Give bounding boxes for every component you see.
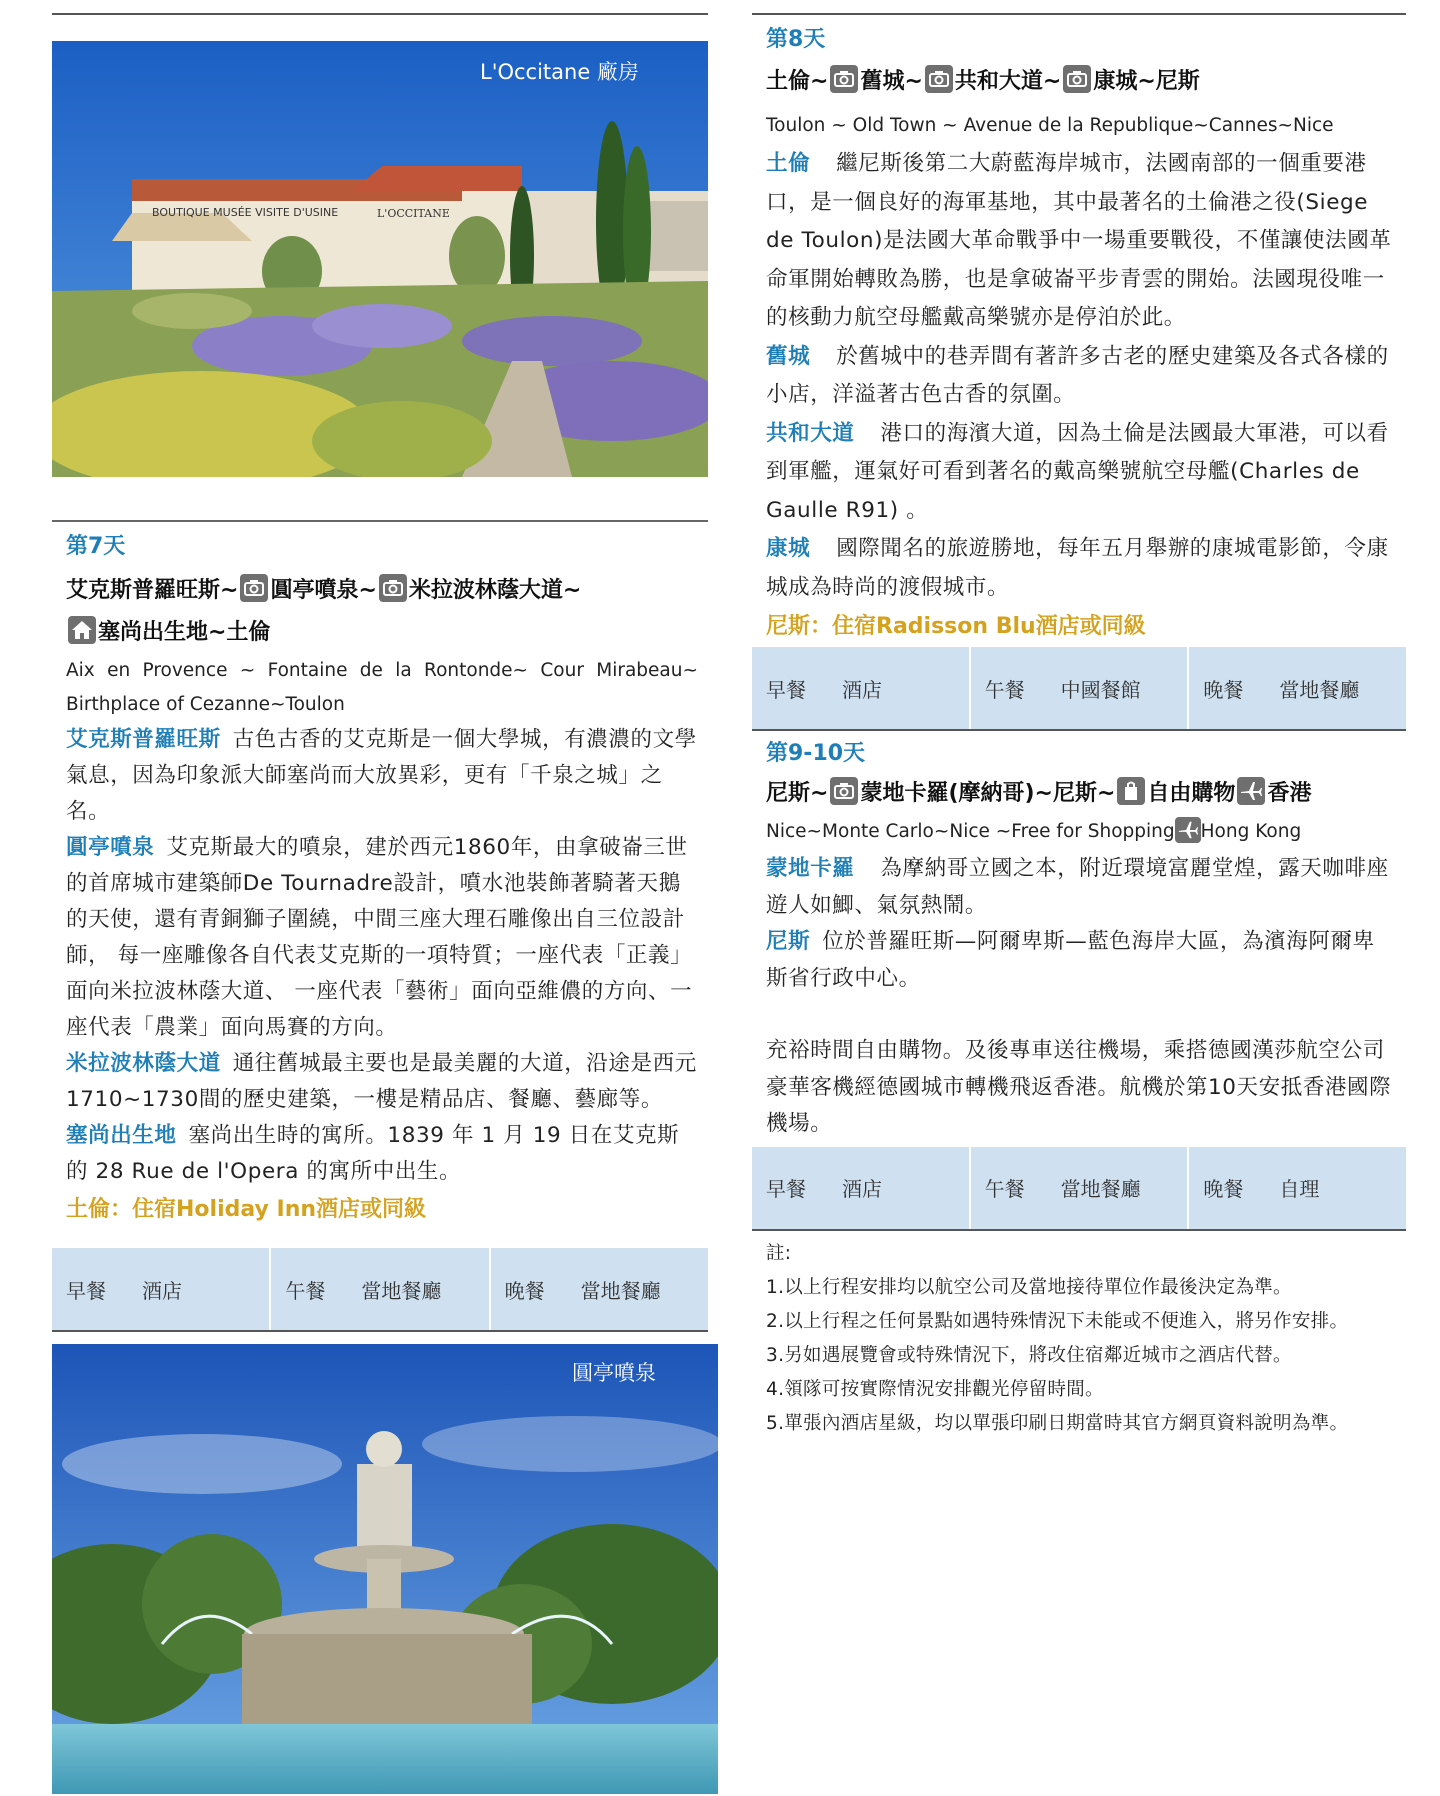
photo-caption: L'Occitane 廠房 bbox=[480, 60, 639, 84]
meal-type: 午餐 bbox=[285, 1278, 326, 1303]
keyword: 蒙地卡羅 bbox=[766, 856, 855, 881]
keyword: 土倫 bbox=[766, 151, 811, 176]
camera-icon bbox=[1063, 65, 1091, 93]
day8-label: 第8天 bbox=[766, 27, 826, 52]
description-item bbox=[766, 851, 1392, 924]
meal-venue: 當地餐廳 bbox=[1279, 677, 1360, 702]
meal-dinner bbox=[1189, 647, 1406, 729]
meal-type: 早餐 bbox=[66, 1278, 106, 1303]
brand-sign: L'OCCITANE bbox=[377, 207, 450, 220]
notes-title: 註: bbox=[766, 1242, 792, 1264]
meal-lunch bbox=[971, 1147, 1190, 1229]
day8-section bbox=[752, 23, 1406, 647]
day9-label: 第9-10天 bbox=[766, 741, 866, 766]
description-text: 艾克斯最大的噴泉，建於西元1860年，由拿破崙三世的首席城市建築師De Tournadre設計，噴水池裝飾著騎著天鵝的天使，還有青銅獅子圍繞，中間三座大理石雕像出自三位設計師， 每一座雕像各自代表艾克斯的一項特質；一座代表「正義」面向米拉波林蔭大道、 一座代表「藝術」面向亞維儂的方向、一座代表「農業」面向馬賽的方向。 bbox=[66, 835, 693, 1040]
route-stop: 艾克斯普羅旺斯~ bbox=[66, 578, 239, 603]
meal-venue: 酒店 bbox=[842, 1177, 882, 1201]
camera-icon bbox=[830, 65, 858, 93]
day7-hotel: 土倫：住宿Holiday Inn酒店或同級 bbox=[66, 1197, 427, 1222]
keyword: 尼斯 bbox=[766, 929, 811, 954]
description-text: 為摩納哥立國之本，附近環境富麗堂煌，露天咖啡座遊人如鯽、氣氛熱鬧。 bbox=[766, 856, 1389, 918]
keyword: 艾克斯普羅旺斯 bbox=[66, 727, 221, 752]
airplane-icon bbox=[1237, 777, 1265, 805]
route-en-part: Nice~Monte Carlo~Nice ~Free for Shopping bbox=[766, 821, 1175, 842]
meal-venue: 當地餐廳 bbox=[1060, 1177, 1141, 1201]
description-item bbox=[766, 924, 1392, 997]
description-item bbox=[766, 415, 1392, 531]
photo-caption: 圓亭噴泉 bbox=[572, 1361, 656, 1385]
note-item: 2.以上行程之任何景點如遇特殊情況下未能或不便進入，將另作安排。 bbox=[766, 1310, 1349, 1332]
notes-section bbox=[752, 1237, 1406, 1441]
top-divider bbox=[52, 13, 708, 15]
keyword: 米拉波林蔭大道 bbox=[66, 1051, 221, 1076]
meal-dinner bbox=[1189, 1147, 1406, 1229]
meal-type: 午餐 bbox=[984, 1177, 1025, 1201]
day7-description bbox=[66, 722, 698, 1190]
description-text: 國際聞名的旅遊勝地，每年五月舉辦的康城電影節，令康城成為時尚的渡假城市。 bbox=[766, 536, 1389, 600]
route-stop: 香港 bbox=[1267, 781, 1312, 806]
day7-label: 第7天 bbox=[66, 534, 126, 559]
description-item bbox=[66, 722, 698, 830]
day7-route-english: Aix en Provence ~ Fontaine de la Rontonde~ Cour Mirabeau~ Birthplace of Cezanne~Toulon bbox=[66, 660, 698, 715]
left-column bbox=[52, 0, 708, 1794]
description-item bbox=[766, 338, 1392, 415]
route-stop: 米拉波林蔭大道~ bbox=[408, 578, 582, 603]
keyword: 舊城 bbox=[766, 343, 811, 369]
day8-meals bbox=[752, 647, 1406, 731]
keyword: 圓亭噴泉 bbox=[66, 835, 155, 860]
day8-description bbox=[766, 145, 1392, 607]
day9-section bbox=[752, 737, 1406, 1143]
meal-type: 晚餐 bbox=[1203, 1177, 1244, 1201]
meal-breakfast bbox=[52, 1248, 271, 1330]
note-item: 5.單張內酒店星級，均以單張印刷日期當時其官方網頁資料說明為準。 bbox=[766, 1412, 1349, 1434]
route-stop: 圓亭噴泉~ bbox=[270, 578, 377, 603]
description-text: 塞尚出生時的寓所。1839 年 1 月 19 日在艾克斯的 28 Rue de l'Opera 的寓所中出生。 bbox=[66, 1123, 680, 1184]
description-text: 於舊城中的巷弄間有著許多古老的歷史建築及各式各樣的小店，洋溢著古色古香的氛圍。 bbox=[766, 343, 1389, 407]
description-text: 通往舊城最主要也是最美麗的大道，沿途是西元1710~1730間的歷史建築，一樓是精品店、餐廳、藝廊等。 bbox=[66, 1051, 697, 1112]
airplane-icon bbox=[1175, 817, 1201, 843]
description-item bbox=[66, 1046, 698, 1118]
building-sign: BOUTIQUE MUSÉE VISITE D'USINE bbox=[152, 206, 339, 219]
day9-route bbox=[766, 773, 1392, 815]
meal-breakfast bbox=[752, 1147, 971, 1229]
meal-type: 早餐 bbox=[766, 1177, 806, 1201]
note-item: 3.另如遇展覽會或特殊情況下，將改住宿鄰近城市之酒店代替。 bbox=[766, 1344, 1292, 1366]
meal-lunch bbox=[271, 1248, 490, 1330]
meal-venue: 酒店 bbox=[842, 677, 882, 702]
description-item bbox=[66, 1118, 698, 1190]
description-item bbox=[766, 145, 1392, 338]
keyword: 康城 bbox=[766, 536, 811, 561]
note-item: 4.領隊可按實際情況安排觀光停留時間。 bbox=[766, 1378, 1104, 1400]
meal-venue: 當地餐廳 bbox=[580, 1278, 661, 1303]
fountain-photo bbox=[52, 1344, 718, 1794]
note-item: 1.以上行程安排均以航空公司及當地接待單位作最後決定為準。 bbox=[766, 1276, 1292, 1298]
keyword: 共和大道 bbox=[766, 420, 855, 446]
day9-route-english bbox=[766, 815, 1392, 849]
day8-hotel: 尼斯：住宿Radisson Blu酒店或同級 bbox=[766, 614, 1146, 639]
route-stop: 舊城~ bbox=[860, 69, 923, 94]
fountain-image bbox=[52, 1344, 718, 1794]
extra-paragraph: 充裕時間自由購物。及後專車送往機場，乘搭德國漢莎航空公司豪華客機經德國城市轉機飛返香港。航機於第10天安抵香港國際機場。 bbox=[766, 1038, 1392, 1136]
factory-image bbox=[52, 41, 708, 477]
route-en-part: Hong Kong bbox=[1200, 821, 1302, 842]
day7-section bbox=[52, 530, 708, 1230]
description-text: 港口的海濱大道，因為土倫是法國最大軍港，可以看到軍艦，運氣好可看到著名的戴高樂號航空母艦(Charles de Gaulle R91) 。 bbox=[766, 420, 1389, 523]
meal-type: 午餐 bbox=[984, 677, 1025, 702]
camera-icon bbox=[830, 777, 858, 805]
route-stop: 自由購物 bbox=[1147, 781, 1236, 806]
route-stop: 塞尚出生地~土倫 bbox=[98, 620, 271, 645]
camera-icon bbox=[925, 65, 953, 93]
day8-route-english: Toulon ~ Old Town ~ Avenue de la Republique~Cannes~Nice bbox=[766, 115, 1334, 136]
route-stop: 土倫~ bbox=[766, 69, 829, 94]
route-stop: 康城~尼斯 bbox=[1093, 69, 1200, 94]
description-text: 古色古香的艾克斯是一個大學城，有濃濃的文學氣息，因為印象派大師塞尚而大放異彩，更有「千泉之城」之名。 bbox=[66, 727, 697, 824]
meal-venue: 自理 bbox=[1279, 1177, 1320, 1201]
meal-dinner bbox=[491, 1248, 708, 1330]
top-divider bbox=[752, 13, 1406, 15]
meal-venue: 中國餐館 bbox=[1060, 677, 1141, 702]
route-stop: 蒙地卡羅(摩納哥)~尼斯~ bbox=[860, 781, 1116, 806]
day9-description bbox=[766, 851, 1392, 1143]
day9-meals bbox=[752, 1147, 1406, 1231]
description-item bbox=[66, 830, 698, 1046]
meal-venue: 當地餐廳 bbox=[361, 1278, 442, 1303]
meal-venue: 酒店 bbox=[142, 1278, 182, 1303]
meal-type: 晚餐 bbox=[504, 1278, 545, 1303]
route-stop: 尼斯~ bbox=[766, 781, 829, 806]
day8-route bbox=[766, 61, 1392, 103]
meal-type: 早餐 bbox=[766, 677, 806, 702]
meal-type: 晚餐 bbox=[1203, 677, 1244, 702]
meal-breakfast bbox=[752, 647, 971, 729]
description-item bbox=[766, 530, 1392, 607]
day7-route bbox=[66, 570, 698, 654]
camera-icon bbox=[240, 574, 268, 602]
day7-meals bbox=[52, 1248, 708, 1332]
home-icon bbox=[68, 616, 96, 644]
description-text: 位於普羅旺斯—阿爾卑斯—藍色海岸大區，為濱海阿爾卑斯省行政中心。 bbox=[766, 929, 1375, 991]
meal-lunch bbox=[971, 647, 1190, 729]
description-text: 繼尼斯後第二大蔚藍海岸城市，法國南部的一個重要港口，是一個良好的海軍基地，其中最著名的土倫港之役(Siege de Toulon)是法國大革命戰爭中一場重要戰役，不僅讓使法國革命軍開始轉敗為勝，也是拿破崙平步青雲的開始。法國現役唯一的核動力航空母艦戴高樂號亦是停泊於此。 bbox=[766, 151, 1392, 330]
route-stop: 共和大道~ bbox=[954, 69, 1062, 94]
camera-icon bbox=[379, 574, 407, 602]
loccitane-factory-photo bbox=[52, 41, 708, 477]
right-column bbox=[752, 0, 1406, 1441]
day7-divider bbox=[52, 520, 708, 522]
shopping-bag-icon bbox=[1117, 777, 1145, 805]
keyword: 塞尚出生地 bbox=[66, 1123, 177, 1148]
